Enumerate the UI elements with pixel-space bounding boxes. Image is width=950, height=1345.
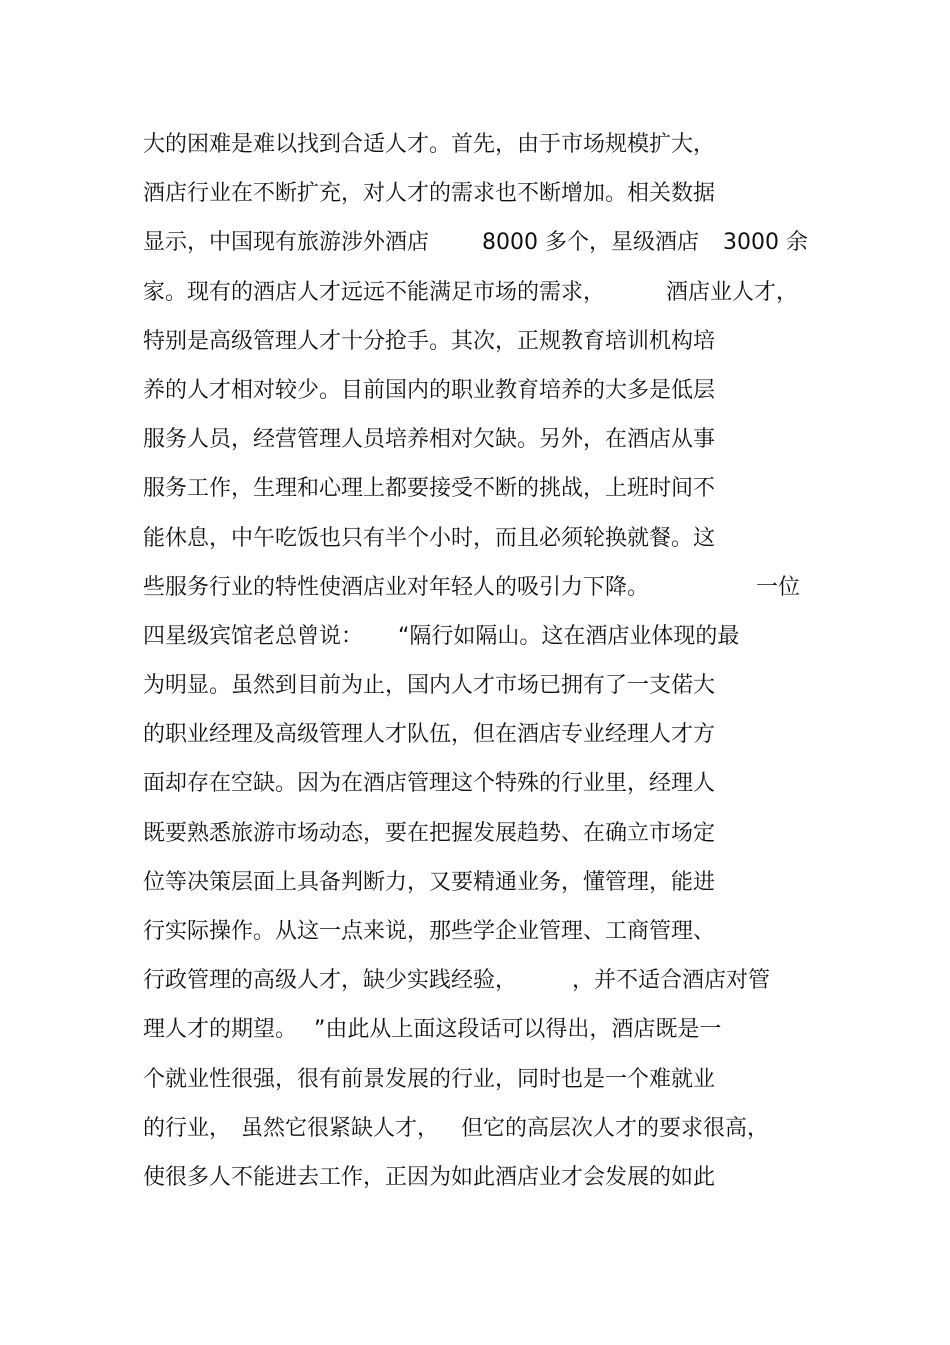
text-segment: 行实际操作。从这一点来说，那些学企业管理、工商管理、	[143, 919, 716, 944]
text-segment: 四星级宾馆老总曾说：	[143, 623, 364, 649]
text-line	[0, 1005, 950, 1054]
body-text	[0, 120, 950, 1202]
text-segment: 显示，中国现有旅游涉外酒店	[143, 230, 430, 256]
text-segment: 但它的高层次人才的要求很高，	[461, 1115, 770, 1141]
text-segment: 酒店业人才，	[666, 279, 799, 305]
text-segment: 家。现有的酒店人才远远不能满足市场的需求，	[143, 279, 606, 305]
text-line	[0, 169, 950, 218]
text-segment: “隔行如隔山。这在酒店业体现的最	[398, 623, 740, 649]
text-line	[0, 268, 950, 317]
text-segment: 特别是高级管理人才十分抢手。其次，正规教育培训机构培	[143, 328, 716, 354]
text-segment: 大的困难是难以找到合适人才。首先，由于市场规模扩大，	[143, 132, 716, 157]
text-line	[0, 415, 950, 464]
text-line	[0, 956, 950, 1005]
text-segment: 行政管理的高级人才，缺少实践经验，	[143, 968, 518, 994]
text-line	[0, 120, 950, 169]
text-segment: 3000 余	[723, 230, 808, 256]
text-segment: 理人才的期望。	[143, 1017, 298, 1043]
text-segment: ，并不适合酒店对管	[572, 968, 771, 994]
text-line	[0, 1104, 950, 1153]
text-segment: 面却存在空缺。因为在酒店管理这个特殊的行业里，经理人	[143, 771, 716, 797]
text-line	[0, 710, 950, 759]
text-segment: 使很多人不能进去工作，正因为如此酒店业才会发展的如此	[143, 1164, 716, 1190]
text-line	[0, 759, 950, 808]
text-segment: 位等决策层面上具备判断力，又要精通业务，懂管理，能进	[143, 869, 716, 895]
text-segment: 一位	[756, 574, 801, 600]
text-segment: 服务工作，生理和心理上都要接受不断的挑战，上班时间不	[143, 476, 716, 502]
text-line	[0, 464, 950, 513]
text-line	[0, 858, 950, 907]
text-segment: 酒店行业在不断扩充，对人才的需求也不断增加。相关数据	[143, 181, 716, 207]
text-segment: 虽然它很紧缺人才，	[241, 1115, 440, 1141]
text-line	[0, 907, 950, 956]
text-line	[0, 612, 950, 661]
text-segment: 个就业性很强，很有前景发展的行业，同时也是一个难就业	[143, 1066, 716, 1092]
text-segment: 能休息，中午吃饭也只有半个小时，而且必须轮换就餐。这	[143, 525, 716, 551]
text-segment: 的行业，	[143, 1115, 232, 1141]
text-line	[0, 317, 950, 366]
text-segment: 的职业经理及高级管理人才队伍，但在酒店专业经理人才方	[143, 722, 716, 748]
text-segment: 为明显。虽然到目前为止，国内人才市场已拥有了一支偌大	[143, 673, 716, 699]
text-segment: 些服务行业的特性使酒店业对年轻人的吸引力下降。	[143, 574, 650, 600]
text-line	[0, 218, 950, 267]
text-line	[0, 661, 950, 710]
text-segment: ”由此从上面这段话可以得出，酒店既是一	[314, 1017, 722, 1043]
text-line	[0, 809, 950, 858]
text-line	[0, 1055, 950, 1104]
text-line	[0, 514, 950, 563]
text-segment: 服务人员，经营管理人员培养相对欠缺。另外，在酒店从事	[143, 427, 716, 453]
text-line	[0, 1153, 950, 1202]
text-line	[0, 366, 950, 415]
text-segment: 8000 多个，星级酒店	[482, 230, 699, 256]
text-segment: 养的人才相对较少。目前国内的职业教育培养的大多是低层	[143, 377, 716, 403]
text-line	[0, 563, 950, 612]
text-segment: 既要熟悉旅游市场动态，要在把握发展趋势、在确立市场定	[143, 820, 716, 846]
